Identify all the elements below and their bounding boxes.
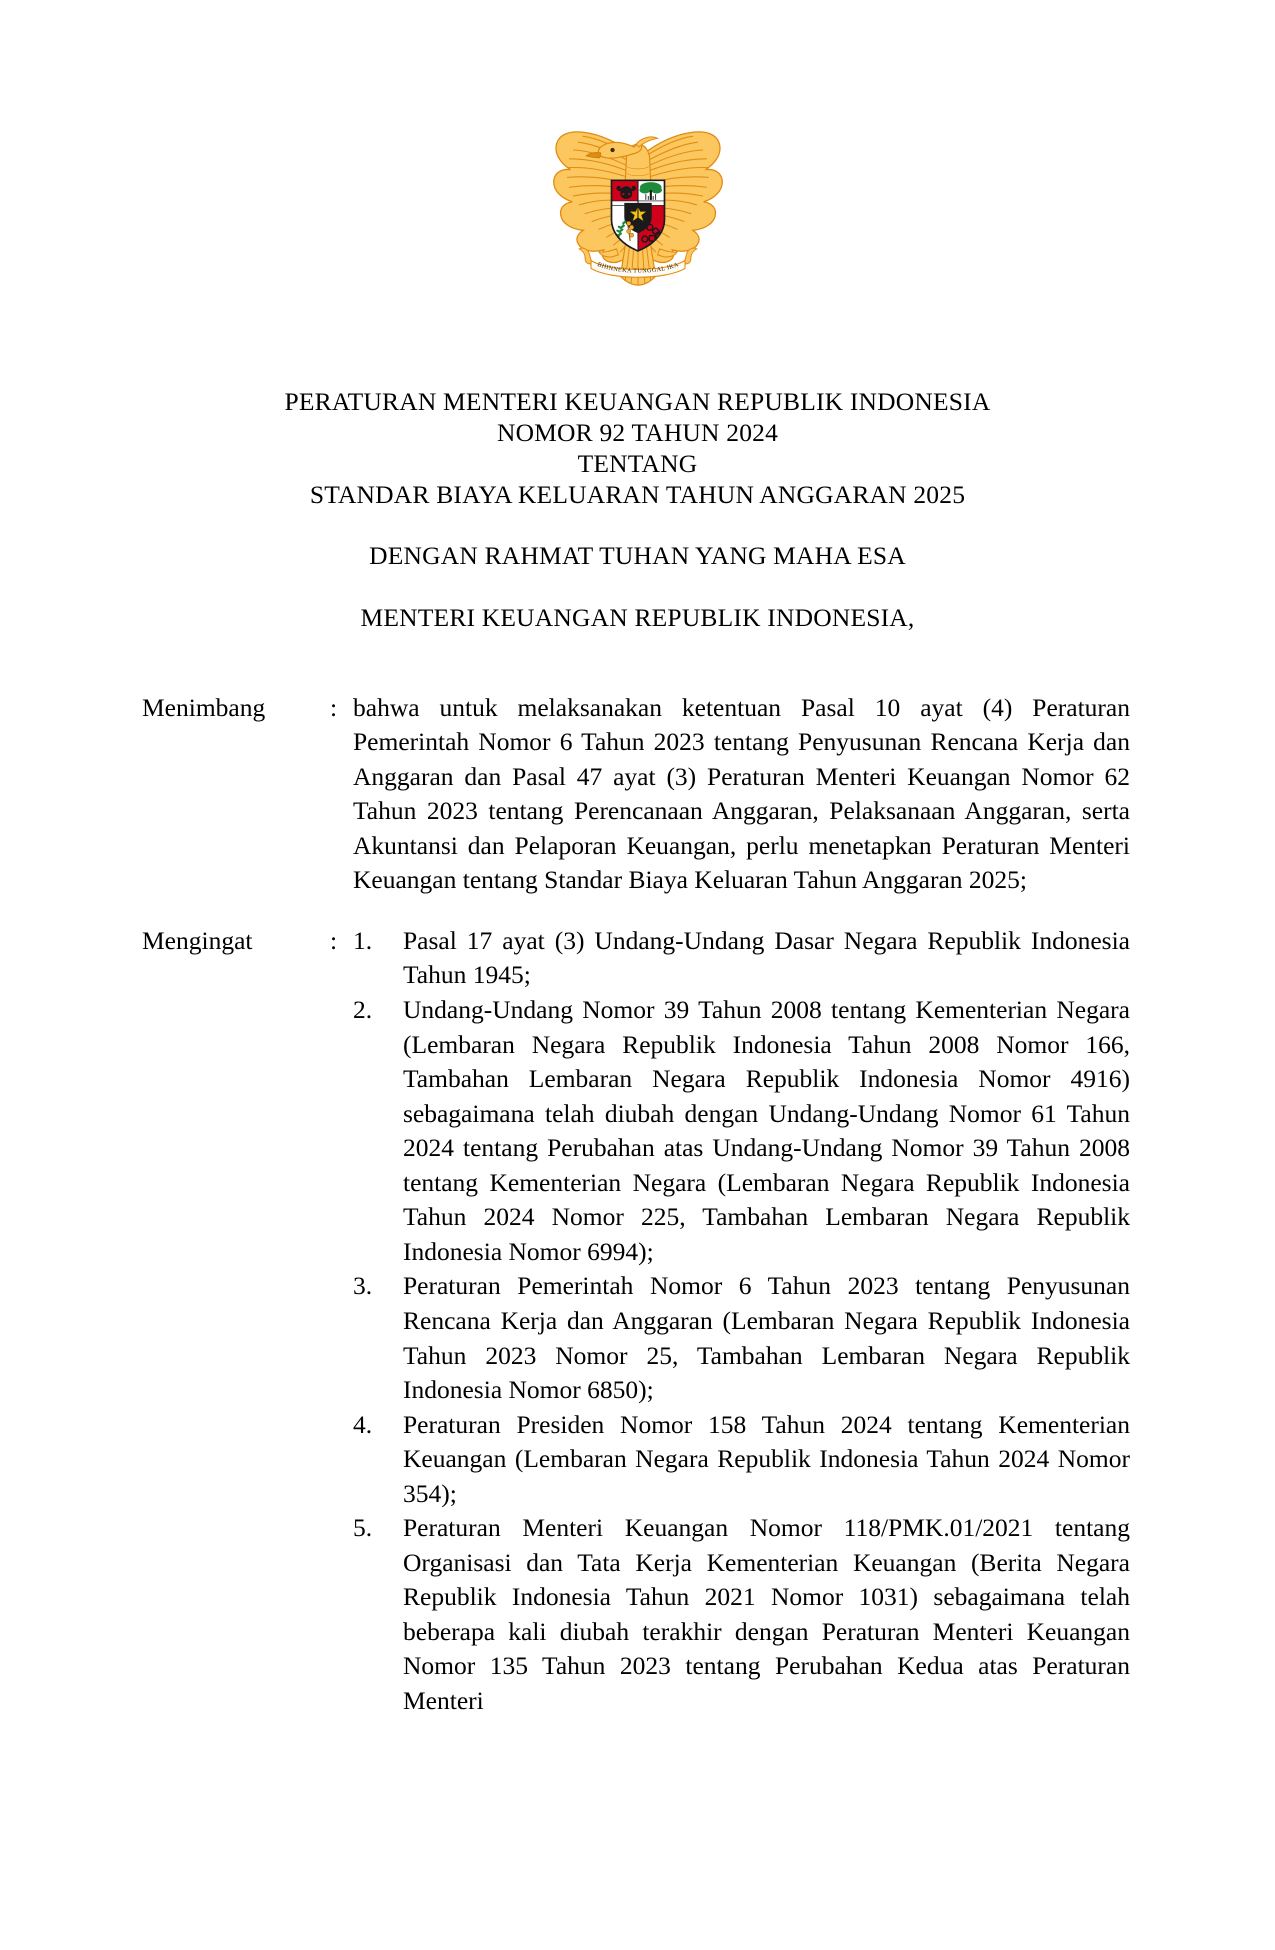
clause-body-mengingat: [353, 924, 1130, 1719]
list-item: [353, 924, 1130, 993]
list-item-number: 2.: [353, 995, 373, 1025]
list-item: [353, 1511, 1130, 1718]
list-item: [353, 993, 1130, 1269]
list-item-number: 1.: [353, 925, 373, 955]
list-item-text: Peraturan Presiden Nomor 158 Tahun 2024 tentang Kementerian Keuangan (Lembaran Negara Republik Indonesia Tahun 2024 Nomor 354);: [403, 1409, 1130, 1508]
list-item: [353, 1408, 1130, 1512]
list-item-text: Pasal 17 ayat (3) Undang-Undang Dasar Negara Republik Indonesia Tahun 1945;: [403, 925, 1130, 990]
svg-text:BHINNEKA TUNGGAL IKA: BHINNEKA TUNGGAL IKA: [595, 261, 680, 275]
mengingat-list: [353, 924, 1130, 1719]
clause-body-menimbang: [353, 691, 1130, 898]
emblem-container: [0, 0, 1275, 290]
clause-colon-menimbang: :: [330, 692, 338, 722]
title-line-1: PERATURAN MENTERI KEUANGAN REPUBLIK INDONESIA: [284, 387, 991, 416]
document-body: [0, 691, 1275, 1719]
list-item-number: 5.: [353, 1513, 373, 1543]
list-item-number: 3.: [353, 1271, 373, 1301]
clause-label-mengingat: Mengingat: [142, 925, 253, 955]
clause-mengingat: [142, 924, 1130, 1719]
clause-menimbang: [142, 691, 1130, 898]
garuda-pancasila-emblem: [540, 104, 736, 290]
title-line-2: NOMOR 92 TAHUN 2024: [496, 418, 779, 448]
list-item-text: Peraturan Pemerintah Nomor 6 Tahun 2023 tentang Penyusunan Rencana Kerja dan Anggaran (Lembaran Negara Republik Indonesia Tahun 2023 Nomor 25, Tambahan Lembaran Negara Republik Indonesia Nomor 6850);: [403, 1271, 1130, 1405]
invocation-line: DENGAN RAHMAT TUHAN YANG MAHA ESA: [369, 541, 906, 571]
list-item-text: Peraturan Menteri Keuangan Nomor 118/PMK.01/2021 tentang Organisasi dan Tata Kerja Kementerian Keuangan (Berita Negara Republik Indonesia Tahun 2021 Nomor 1031) sebagaimana telah beberapa kali diubah terakhir dengan Peraturan Menteri Keuangan Nomor 135 Tahun 2023 tentang Perubahan Kedua atas Peraturan Menteri: [403, 1513, 1130, 1715]
list-item: [353, 1269, 1130, 1407]
clause-colon-mengingat: :: [330, 925, 338, 955]
clause-label-menimbang: Menimbang: [142, 692, 266, 722]
title-line-3: TENTANG: [577, 449, 698, 479]
title-line-4: STANDAR BIAYA KELUARAN TAHUN ANGGARAN 2025: [309, 480, 966, 510]
list-item-number: 4.: [353, 1409, 373, 1439]
signatory-heading: MENTERI KEUANGAN REPUBLIK INDONESIA,: [360, 602, 915, 632]
title-spacer-1: [0, 510, 1275, 540]
menimbang-paragraph: bahwa untuk melaksanakan ketentuan Pasal 10 ayat (4) Peraturan Pemerintah Nomor 6 Tahun 2023 tentang Penyusunan Rencana Kerja dan Anggaran dan Pasal 47 ayat (3) Peraturan Menteri Keuangan Nomor 62 Tahun 2023 tentang Perencanaan Anggaran, Pelaksanaan Anggaran, serta Akuntansi dan Pelaporan Keuangan, perlu menetapkan Peraturan Menteri Keuangan tentang Standar Biaya Keluaran Tahun Anggaran 2025;: [353, 692, 1130, 895]
document-title-block: [0, 386, 1275, 633]
list-item-text: Undang-Undang Nomor 39 Tahun 2008 tentang Kementerian Negara (Lembaran Negara Republik Indonesia Tahun 2008 Nomor 166, Tambahan Lembaran Negara Republik Indonesia Nomor 4916) sebagaimana telah diubah dengan Undang-Undang Nomor 61 Tahun 2024 tentang Perubahan atas Undang-Undang Nomor 39 Tahun 2008 tentang Kementerian Negara (Lembaran Negara Republik Indonesia Tahun 2024 Nomor 225, Tambahan Lembaran Negara Republik Indonesia Nomor 6994);: [403, 995, 1130, 1266]
title-spacer-2: [0, 572, 1275, 602]
